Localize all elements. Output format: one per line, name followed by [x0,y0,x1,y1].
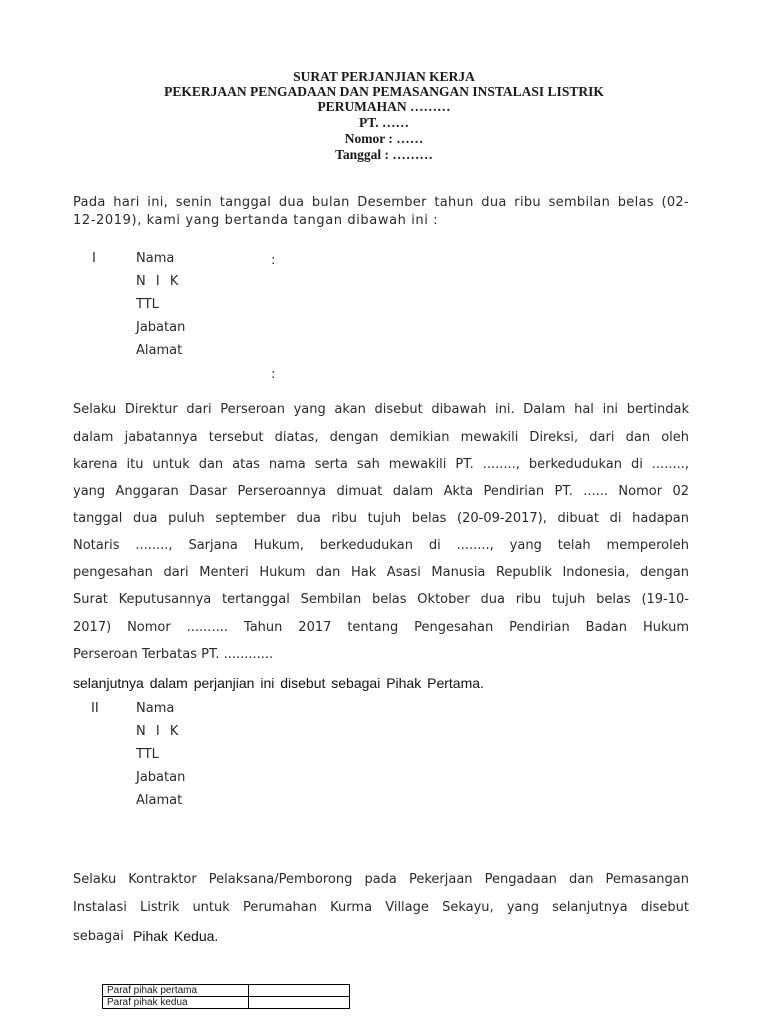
party2-field-ttl: TTL [136,747,159,762]
party1-number: I [92,251,96,266]
para1-line: yang Anggaran Dasar Perseroannya dimuat dalam Akta Pendirian PT. ...... Nomor 02 [73,484,689,499]
pihak-kedua-label: Pihak Kedua. [133,928,219,944]
para2-line: Selaku Kontraktor Pelaksana/Pemborong pada Pekerjaan Pengadaan dan Pemasangan [73,872,689,887]
paraf-pihak-pertama-label: Paraf pihak pertama [103,985,249,997]
party2-field-jabatan: Jabatan [136,770,186,785]
para1-line: Notaris ........, Sarjana Hukum, berkedudukan di ........, yang telah memperoleh [73,538,689,553]
paraf-table [102,984,350,1009]
paraf-row [103,985,350,997]
doc-housing: PERUMAHAN ……… [317,99,451,114]
doc-date: Tanggal : ……… [335,147,433,162]
para1-line: karena itu untuk dan atas nama serta sah mewakili PT. ........, berkedudukan di ........, [73,457,689,472]
doc-number: Nomor : …… [344,131,424,146]
para1-line: tanggal dua puluh september dua ribu tujuh belas (20-09-2017), dibuat di hadapan [73,511,689,526]
party2-field-nama: Nama [136,701,175,716]
party1-field-nik: N I K [136,274,182,289]
pihak-pertama-statement: selanjutnya dalam perjanjian ini disebut sebagai Pihak Pertama. [73,675,484,691]
party1-colon: : [271,253,276,268]
para1-line: dalam jabatannya tersebut diatas, dengan demikian mewakili Direksi, dari dan oleh [73,430,689,445]
para1-line: Perseroan Terbatas PT. ............ [73,647,274,662]
para1-line: Surat Keputusannya tertanggal Sembilan belas Oktober dua ribu tujuh belas (19-10- [73,592,689,607]
para1-line: pengesahan dari Menteri Hukum dan Hak Asasi Manusia Republik Indonesia, dengan [73,565,689,580]
paraf-pihak-kedua-label: Paraf pihak kedua [103,997,249,1009]
party2-field-nik: N I K [136,724,182,739]
party2-field-alamat: Alamat [136,793,183,808]
party2-number: II [91,701,99,716]
para1-line: Selaku Direktur dari Perseroan yang akan disebut dibawah ini. Dalam hal ini bertindak [73,402,689,417]
party1-field-jabatan: Jabatan [136,320,186,335]
party1-colon: : [271,367,276,382]
paraf-pihak-pertama-field[interactable] [249,985,350,997]
doc-title: SURAT PERJANJIAN KERJA [293,69,475,84]
paraf-row [103,997,350,1009]
doc-subtitle: PEKERJAAN PENGADAAN DAN PEMASANGAN INSTALASI LISTRIK [164,84,604,99]
party1-field-ttl: TTL [136,297,159,312]
doc-company: PT. …… [359,115,409,130]
para2-line: Instalasi Listrik untuk Perumahan Kurma Village Sekayu, yang selanjutnya disebut [73,900,689,915]
party1-field-alamat: Alamat [136,343,183,358]
party1-field-nama: Nama [136,251,175,266]
intro-line: 12-2019), kami yang bertanda tangan dibawah ini : [73,213,439,228]
para2-prefix: sebagai [73,929,124,944]
paraf-pihak-kedua-field[interactable] [249,997,350,1009]
para1-line: 2017) Nomor .......... Tahun 2017 tentang Pengesahan Pendirian Badan Hukum [73,620,689,635]
intro-line: Pada hari ini, senin tanggal dua bulan Desember tahun dua ribu sembilan belas (02- [73,195,689,210]
